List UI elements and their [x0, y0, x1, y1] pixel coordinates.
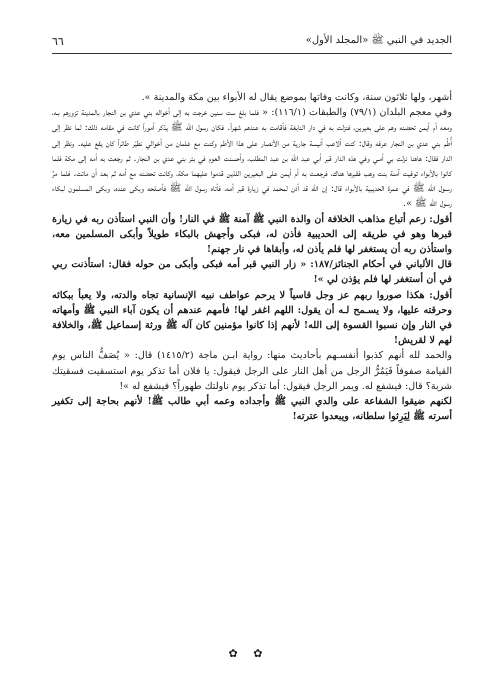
header-rule [52, 53, 452, 54]
page-body [52, 90, 452, 424]
page-number: ٦٦ [52, 34, 64, 48]
paragraph: لكنهم ضيقوا الشفاعة على والدي النبي ﷺ وأجداده وعمه أبي طالب ﷺ! لأنهم بحاجة إلى تكفير أسرته ﷺ لِيَرِثوا سلطانه، ويبعدوا عترته! [52, 396, 452, 423]
paragraph: قال الألباني في أحكام الجنائز/١٨٧: « زار النبي قبر أمه فبكى وأبكى من حوله فقال: استأذنت ربي في أن أستغفر لها فلم يؤذن لي »! [52, 259, 453, 286]
paragraph: أشهر، ولها ثلاثون سنة، وكانت وفاتها بموضع يقال له الأبواء بين مكة والمدينة ». [141, 92, 452, 103]
paragraph: والحمد لله أنهم كذبوا أنفسـهم بأحاديث منها: رواية ابـن ماجة (١٤١٥/٢) قال: « يُصَفُّ الناس يوم القيامة صفوفاً فَيَمُرُّ الرجل من أهل النار على الرجل فيقول: يا فلان أما تذكر يوم استسقيت فسقيتك شربة؟ قال: فيشفع له. ويمر الرجل فيقول: أما تذكر يوم ناولتك طهوراً؟ فيشفع له »! [52, 350, 452, 392]
paragraph: وفي معجم البلدان (٧٩/١) والطبقات (١١٦/١): « فلما بلغ ست سنين خرجت به إلى أخواله بني عدي بن النجار بالمدينة تزورهم بـه، ومعه أم أيمن تحضنه وهم على بعيرين، فنزلت به في دار النابغة فأقامت به عندهم شهراً. فكان رسول الله ﷺ يذكر أموراً كانت في مقامه ذلك: لما نظر إلى أُطُم بني عدي بن النجار عرفه وقال: كنت ألاعب أنيسة جارية من الأنصار على هذا الأطم وكنت مع غلمان من أخوالي نطيّر طائراً كان يقع عليه. ونظر إلى الدار فقال: هاهنا نزلت بي أمـي وفي هذه الدار قبر أبي عبد الله بن عبد المطلب، وأحسنت العوم في بئر بني عدي بن النجار. ثم رجعت به أمه إلى مكة فلما كانوا بالأبواء توفيت آمنة بنت وهب فقبرها هناك، فرجعـت به أم أيمن على البعيرين اللذين قدموا عليهما مكة، وكانت تحضنه مع أمه ثم بعد أن ماتت. فلما مرَّ رسـول الله ﷺ في عمرة الحديبية بالأبواء قال: إن الله قد أذن لمحمد في زيارة قبر أمه، فأتاه رسول الله ﷺ فأصلحه وبكى عنده، وبكى المسلمون لبكاء رسول الله ﷺ ». [52, 107, 452, 210]
end-ornament: ✿ ✿ [228, 647, 269, 660]
paragraph: أقول: هكذا صوروا ربهم عز وجل قاسياً لا يرحم عواطف نبيه الإنسانية تجاه والدته، ولا يعبأ ببكائه وحرقته عليها، ولا يسـمح لـه أن يقول: اللهم اغفر لها! فأمهم عندهم أن يكون آباء النبي ﷺ وأمهاته في النار وإن نسبوا القسوة إلى الله! لأنهم إذا كانوا مؤمنين كان آله ﷺ ورثة إسماعيل ﷺ، والخلافة لهم لا لقريش! [52, 289, 452, 347]
running-title: الجديد في النبي ﷺ «المجلد الأول» [305, 35, 452, 46]
paragraph: أقول: زعم أتباع مذاهب الخلافة أن والدة النبي ﷺ آمنة ﷺ في النار! وأن النبي استأذن ربه في زيارة قبرها وهو في طريقه إلى الحديبية فأذن له، فبكى وأجهش بالبكاء طويلاً وأبكى المسلمين معه، واستأذن ربه أن يستغفر لها فلم يأذن له، وأبقاها في نار جهنم! [52, 213, 452, 256]
page-header [52, 32, 452, 50]
